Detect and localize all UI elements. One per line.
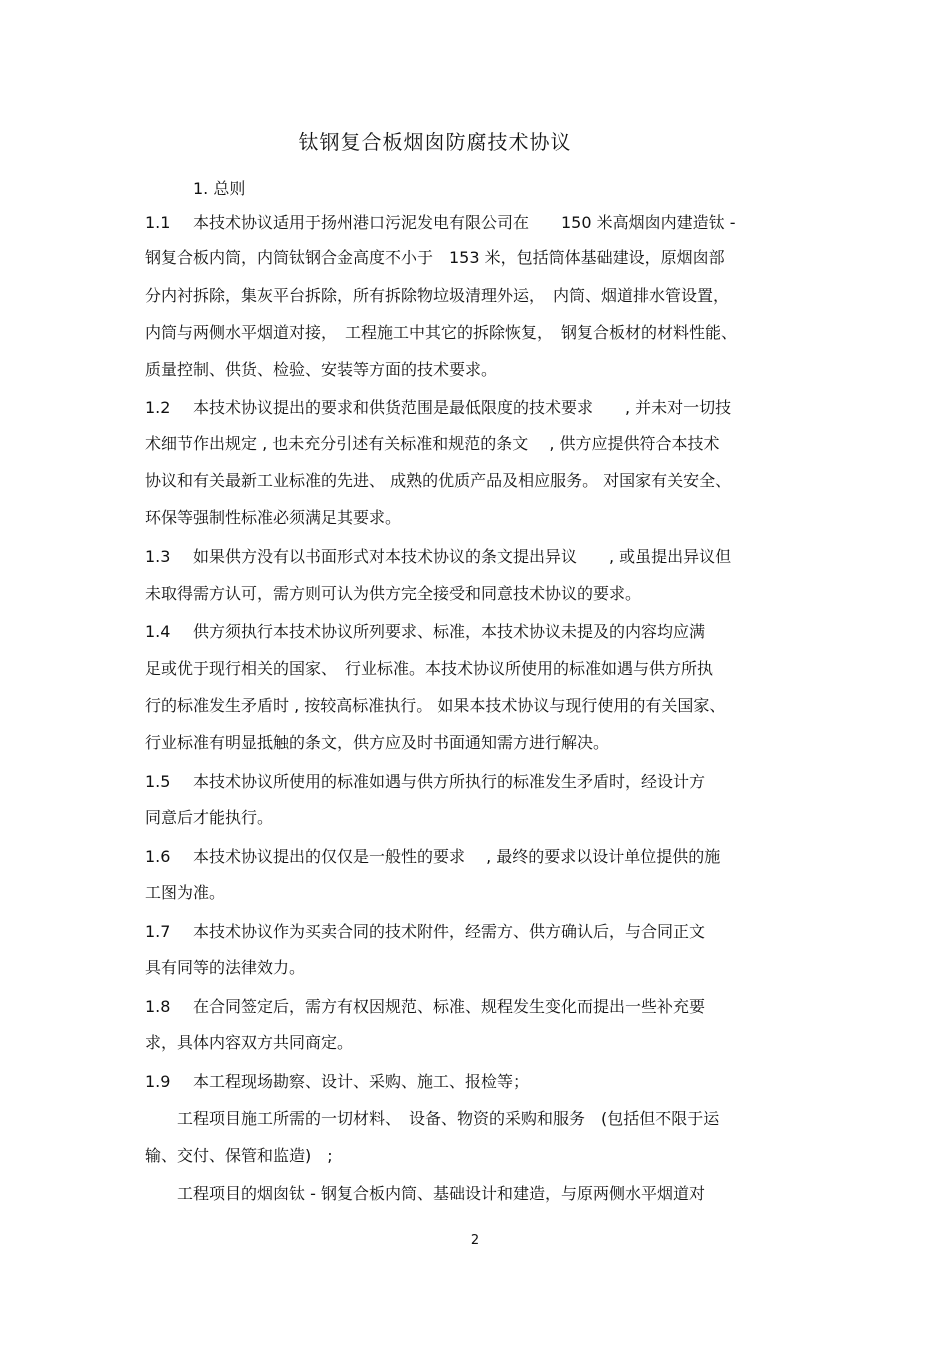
line-text: 内筒与两侧水平烟道对接， 工程施工中其它的拆除恢复， 钢复合板材的材料性能、 xyxy=(145,323,738,342)
document-title: 钛钢复合板烟囱防腐技术协议 xyxy=(298,130,572,154)
text-line xyxy=(145,545,825,569)
line-text: 协议和有关最新工业标准的先进、 成熟的优质产品及相应服务。 对国家有关安全、 xyxy=(145,471,732,490)
line-text: 质量控制、供货、检验、安装等方面的技术要求。 xyxy=(145,360,498,379)
text-line xyxy=(145,432,825,456)
line-text: 术细节作出规定 , 也未充分引述有关标准和规范的条文 , 供方应提供符合本技术 xyxy=(145,434,720,453)
line-text: 求，具体内容双方共同商定。 xyxy=(145,1033,354,1052)
text-line xyxy=(145,920,825,944)
line-text: 未取得需方认可，需方则可认为供方完全接受和同意技术协议的要求。 xyxy=(145,584,642,603)
text-line xyxy=(145,995,825,1019)
text-line xyxy=(145,358,825,382)
text-line xyxy=(145,396,825,420)
text-line xyxy=(145,1070,825,1094)
clause-number: 1.5 xyxy=(145,772,171,791)
text-line xyxy=(145,284,825,308)
text-line xyxy=(145,211,825,235)
line-text: 具有同等的法律效力。 xyxy=(145,958,306,977)
line-text: 输、交付、保管和监造) ; xyxy=(145,1146,333,1165)
text-line xyxy=(145,1107,825,1131)
text-line xyxy=(145,1182,825,1206)
text-line xyxy=(145,731,825,755)
text-line xyxy=(145,1031,825,1055)
clause-number: 1.2 xyxy=(145,398,171,417)
line-text: 环保等强制性标准必须满足其要求。 xyxy=(145,508,402,527)
line-text: 钢复合板内筒，内筒钛钢合金高度不小于 153 米，包括筒体基础建设，原烟囱部 xyxy=(145,248,725,267)
text-line xyxy=(145,657,825,681)
line-text: 同意后才能执行。 xyxy=(145,808,274,827)
text-line xyxy=(145,881,825,905)
clause-number: 1.8 xyxy=(145,997,171,1016)
line-text: 本技术协议所使用的标准如遇与供方所执行的标准发生矛盾时，经设计方 xyxy=(193,772,706,791)
line-text: 本技术协议提出的仅仅是一般性的要求 , 最终的要求以设计单位提供的施 xyxy=(193,847,721,866)
text-line xyxy=(145,246,825,270)
line-text: 工程项目施工所需的一切材料、 设备、物资的采购和服务 (包括但不限于运 xyxy=(145,1109,720,1128)
line-text: 工图为准。 xyxy=(145,883,226,902)
text-line xyxy=(145,770,825,794)
line-text: 行业标准有明显抵触的条文，供方应及时书面通知需方进行解决。 xyxy=(145,733,610,752)
line-text: 如果供方没有以书面形式对本技术协议的条文提出异议 , 或虽提出异议但 xyxy=(193,547,732,566)
text-line xyxy=(145,694,825,718)
clause-number: 1.6 xyxy=(145,847,171,866)
clause-number: 1.3 xyxy=(145,547,171,566)
text-line xyxy=(145,956,825,980)
text-line xyxy=(145,1144,825,1168)
clause-number: 1.9 xyxy=(145,1072,171,1091)
text-line xyxy=(145,582,825,606)
line-text: 本技术协议提出的要求和供货范围是最低限度的技术要求 , 并未对一切技 xyxy=(193,398,732,417)
line-text: 本技术协议适用于扬州港口污泥发电有限公司在 150 米高烟囱内建造钛 - xyxy=(193,213,736,232)
line-text: 分内衬拆除，集灰平台拆除，所有拆除物垃圾清理外运， 内筒、烟道排水管设置， xyxy=(145,286,730,305)
text-line xyxy=(145,806,825,830)
line-text: 本工程现场勘察、设计、采购、施工、报检等； xyxy=(193,1072,530,1091)
text-line xyxy=(145,177,825,201)
line-text: 足或优于现行相关的国家、 行业标准。本技术协议所使用的标准如遇与供方所执 xyxy=(145,659,714,678)
clause-number: 1.7 xyxy=(145,922,171,941)
text-line xyxy=(145,620,825,644)
line-text: 1. 总则 xyxy=(193,179,246,198)
line-text: 本技术协议作为买卖合同的技术附件，经需方、供方确认后，与合同正文 xyxy=(193,922,706,941)
text-line xyxy=(145,321,825,345)
clause-number: 1.1 xyxy=(145,213,171,232)
line-text: 供方须执行本技术协议所列要求、标准，本技术协议未提及的内容均应满 xyxy=(193,622,706,641)
line-text: 在合同签定后，需方有权因规范、标准、规程发生变化而提出一些补充要 xyxy=(193,997,706,1016)
text-line xyxy=(145,845,825,869)
text-line xyxy=(145,506,825,530)
text-line xyxy=(145,469,825,493)
line-text: 行的标准发生矛盾时 , 按较高标准执行。 如果本技术协议与现行使用的有关国家、 xyxy=(145,696,726,715)
clause-number: 1.4 xyxy=(145,622,171,641)
page-number: 2 xyxy=(470,1233,480,1248)
line-text: 工程项目的烟囱钛 - 钢复合板内筒、基础设计和建造，与原两侧水平烟道对 xyxy=(145,1184,705,1203)
